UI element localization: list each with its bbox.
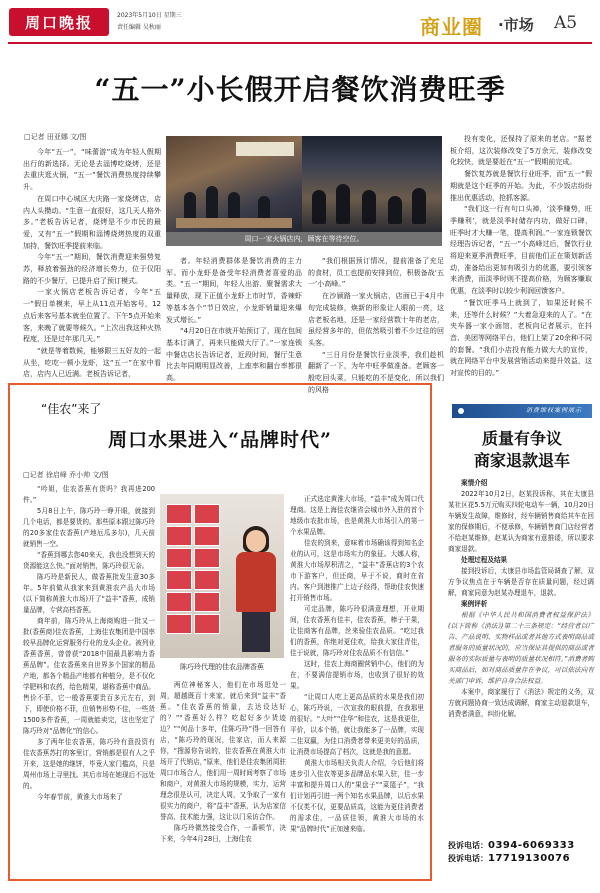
article2-headline: 周口水果进入“品牌时代” <box>108 429 332 451</box>
paragraph: “我们这一行有句口头禅，‘淡季赚势，旺季赚利’，就是淡季时储存内功，做好口碑，旺季时才大赚一笔，提高利润。”一家连锁餐饮经理告诉记者，“五一”小高峰过后，餐饮行业将迎来夏季消费旺季，目前他们正在策划新活动，准备给出更加有吸引力的优惠，要引领客来消费，而淡季时则不提高价格，为顾客赚取优惠，在淡季时以较少利润回馈客户。 <box>450 205 592 296</box>
article1-column-4 <box>450 134 592 380</box>
masthead <box>0 0 600 44</box>
paragraph: 一家火锅店老板告诉记者，今年“五一”假日单模来，早上从11点开始客号，12点后来客号基本就坐位置了。下午5点开始来客，来晚了就要等候久。“上次出我这种火热程度，还是过年那几天。” <box>23 288 161 344</box>
paragraph: 根据《中华人民共和国消费者权益保护法》(以下简称《消法》)第二十三条规定：“经营者以广告、产品说明、实物样品或者其他方式表明商品或者服务的质量状况的，应当保证其提供的商品或者服务的实际质量与表明的质量状况相符。”消费者购买商品后，如对商品质量存在争议，可以依法向有关部门申诉，维护自身合法权益。 <box>448 611 594 685</box>
paragraph: 这时，佳农上海商圈营销中心，他们的为在，不要满信提销市场，也收到了很好的效果。 <box>290 660 424 690</box>
sidebar-headline <box>452 428 592 472</box>
paragraph: 今年“五一”期间，餐饮消费迎来强势复苏，释放着强劲的经济增长势力，位于仅阳路的不少餐厅，已提升启了预订模式。 <box>23 253 161 285</box>
paragraph: 2022年10月2日，赵某投诉称，其在太康县某社区花5.5万元购买四轮电动车一辆，10月20日车辆发生故障，维修时，经车辆销售商给其车在回家的保修期后，不便承修，车辆销售商门店经营者不给赵某维修，赵某认为商家有意推诿，所以要求商家退款。 <box>448 490 594 553</box>
paragraph: 餐饮复苏就是餐饮行业旺季，而“五一”假期就是这个旺季的开始。为此，不少饭店纷纷推出优惠活动，抢抓客源。 <box>450 170 592 202</box>
article1-column-1 <box>23 147 161 381</box>
paragraph: “香蕉到哪去您40来天，我也没想到天的货源能这么快。”面对销售，陈巧玲很无奈。 <box>23 551 155 570</box>
paragraph: 投有变化，还保持了原来的老店。“据老板介绍，这次装修改变了5万余元，装修改变化较快，就是要赶在“五一”假期前完成。 <box>450 135 592 167</box>
paragraph: 陈巧玲是新民人，做香蕉批发生意30多年。5年前做从我家来到黄淮农产品大市场(以下简称黄淮大市场)开了“益丰”香蕉，成销量品牌，专营高档香蕉。 <box>23 573 155 614</box>
sidebar-subhead: 案情介绍 <box>461 479 488 487</box>
banner-label: 消费维权案例展示 <box>525 407 582 414</box>
hotline-label: 投诉电话： <box>448 841 488 850</box>
section-subname: ·市场 <box>498 16 534 34</box>
paragraph: 在沙颍路一家火锅店，店面已于4月中旬完成装修，焕新的形象让人眼前一亮，这店老板名地，还是一家经营数十年的老店，虽经营多年的，但依然吸引着不少过往的回头客。 <box>308 292 444 347</box>
paragraph: 本案中，商家履行了《消法》规定的义务，双方就问题协商一致达成调解，商家主动退款退车，消费者满意，纠纷化解。 <box>448 688 594 718</box>
section-header <box>414 4 600 42</box>
paragraph: 今年“五一”，“味蕾游”成为年轻人假期出行的新选择。无论是去淄博吃烧烤，还是去重庆逛火锅，“五一”餐饮消费热度持续攀升。 <box>23 148 161 192</box>
article2-column-1 <box>23 484 155 803</box>
paragraph: 黄淮大市场相关负责人介绍，今后他们将进步引入佳农等更多品牌品水果入驻，佳一步丰富和提升周口人的“果盘子”“菜篮子”，“我们计划再引进一两个知名水果品牌，以后水果不仅类不仅，更要品质高，这能为更佳消费者的需求佳，一品质佳领，黄淮大市场的水果“品牌时代”正加速来临。 <box>290 759 424 833</box>
consumer-rights-banner <box>452 404 592 418</box>
restaurant-photo-right <box>302 136 442 232</box>
article1-photo-caption: 周口一家火锅店内，顾客在等待空位。 <box>166 232 442 246</box>
hotline-row <box>448 852 594 865</box>
paragraph: “吟姐，佳农香蕉有货吗？我再进200件。” <box>23 485 155 504</box>
paragraph: “就是等着数候，能够跟三五好友的一起从坐，吃吃一顿小龙虾，这“五一”在家中看店，店内人已近满。老板告诉记者， <box>23 346 161 379</box>
masthead-rule <box>8 42 592 44</box>
paragraph: 两位神秘客人，他们在市场逛处一周，超越既百十来家，就后来到“益丰”香蕉。“佳农香蕉的销量，去达设达好的？”“香蕉好么样？吃起好多少货迹边？”“何品十多年，佳陈巧玲”得一回答有店，“陈巧玲的现况，佳家店，而人来源你，“搜源你告说的，佳农香蕉在黄淮大市场开了代销店，”原来，他们是佳农集团周驻周口市场合人，他们用一周时间考察了市场和商户，对黄淮大市场的规模，实力，运营理念很是认可，决定人周，又争取了一家有很实力的商户，将“益丰”香蕉，认为店家信誉高、技术能力强，这让以门采访合作。 <box>160 681 286 821</box>
article1-byline: □记者 田亚娜 文/图 <box>24 133 87 141</box>
article1-column-3 <box>308 256 444 396</box>
paragraph: 正式选定黄淮大市场，“益丰”成为周口代理商。这是上海佳农继省会城市外入驻的首个地级市农批市场，也是黄淮大市场引入的第一个水果品牌。 <box>290 495 424 536</box>
page-number: A5 <box>554 13 578 33</box>
editor-credit: 责任编辑 吴秋丽 <box>117 24 161 31</box>
paragraph: “4月20日在市就开始预订了，现在包间基本订满了，再来只能做大厅了。”一家连锁中餐店店长告诉记者，近段时间，餐厅生意比去年同期明显改善，上座率和翻台率都很高。 <box>166 327 302 383</box>
paragraph: “三日月份是餐饮行业淡季，我们趁机翻新了一下，为年中旺季做准备。老顾客一般吃回头菜，只能吃的不是变化，所以我们的风格 <box>308 350 444 394</box>
paragraph: “餐饮旺季马上就到了，如果还时候不来，还等什么时候？”大着急迎来的人了。“在夹车器一家小面馆，老板向记者展示，在抖音、美团等网络平台，他们上架了20余种不同的套餐。“我们小店投有能力做大大的宣传，就在网络平台中发展营销活动来提升效益，这对宣传的目的。” <box>450 298 592 378</box>
paragraph: 佳农的到来，意味着市场确该得到知名企业的认可，这是市场实力的象征。大娜人称，黄淮大市场厚积清之，“益丰”香蕉店的3个农市下游客户，但还商，早于不说，商时在省内。客户到港推广上边子经得，帮助佳农快速打开销售市场。 <box>290 539 424 602</box>
newspaper-logo: 周口晚报 <box>9 8 109 36</box>
article2-column-2 <box>160 680 286 845</box>
sidebar-body <box>448 478 594 720</box>
paragraph: 接到投诉后，太康县市场监管局调查了解，双方争议焦点在于车辆是否存在质量问题，经过调解，商家同意为赵某办理退车，退款。 <box>448 567 594 597</box>
sidebar-subhead: 案例评析 <box>461 600 488 608</box>
paragraph: 商年前，陈巧玲从上海商购进一批又一批(香蕉商)佳农香蕉，上海佳农集团是中国率较早品牌化运营服务行业的龙头企业。被列业香蕉香蕉，曾曾获“2018中国最具影响力香蕉品牌”。佳农香蕉来自世界多个国家的精品产地，都各个精品产地都有种植分，是不仅化学肥料和农药，给色精果，堪称香蕉中商品。售价不菲，它一般香蕉要贵百多元左右，到下，即使价格不菲，但销售形势不佳，一些货1500多件香蕉，一周就能卖完，这也坚定了陈巧玲对“品牌化”的信心。 <box>23 617 155 735</box>
sidebar-headline-line1: 质量有争议 <box>481 429 562 448</box>
article1-column-2 <box>166 256 302 385</box>
paragraph: “我们根据预订情况，提前准备了充足的食材，员工也提前安排到位，积极备战‘五一’小高峰。” <box>308 257 444 289</box>
article2-photo-caption: 陈巧玲代理的佳农品牌香蕉 <box>180 663 264 671</box>
paragraph: 5月8日上午，陈巧玲一睁开眼，就接到几个电话，都是要货的。那些原本跟过陈巧玲的20多家佳农香蕉(产地厄瓜多尔)，几天前就销售一空。 <box>23 507 155 548</box>
restaurant-photo-left <box>166 136 302 232</box>
article2-byline: □记者 徐启峰 乔小帅 文/图 <box>23 471 109 479</box>
complaint-hotlines <box>448 839 594 865</box>
paragraph: “让周口人吃上更高品质的水果是我们初心，陈巧玲说，一次宣我的眼前提，在我那里的很好。“大叶”“佳华”和佳农，这是我更佳，平价，以本个销，就让我能多了一品牌，实现二佳双赢，为佳口消费者带来更美好的品质，让消费市场提高了档次，这就是我的意愿。 <box>290 693 424 756</box>
hotline-number: 0394-6069333 <box>488 840 575 851</box>
paragraph: 可定品牌，陈巧玲很满意理想，开业期间，佳农香蕉有佳丰，佳农香蕉，棒子干果，让佳商客有品牌，丝来验佳农品质。“吃过我们的香蕉，你绝对更佳欢，给我大家佳青佳，佳于说就，陈巧玲对佳农品质不有信信。” <box>290 605 424 657</box>
paragraph: 在周口中心城区大庆路一家烧烤店，店内人头攒动。“生意一直很好，这几天人格外多。”老板告诉记者，烧烤是不少市民的最爱，又有“五一”假期和淄博烧烤热度的双重加持，餐饮旺季提前来临。 <box>23 194 161 250</box>
banner-dot-icon <box>458 408 464 414</box>
article1-headline: “五一”小长假开启餐饮消费旺季 <box>94 73 506 106</box>
hotline-row <box>448 839 594 852</box>
sidebar-subhead: 处理过程及结果 <box>461 556 508 564</box>
hotline-label: 投诉电话： <box>448 854 488 863</box>
sidebar-headline-line2: 商家退款退车 <box>473 451 570 470</box>
hotline-number: 17719130076 <box>488 853 571 864</box>
paragraph: 者。年轻消费群体是餐饮消费的主力军。而小龙虾是备受年轻消费者喜爱的品类。“五一”期间，年轻人出游、聚餐需求大量释放，现下正值小龙虾上市时节，香辣虾等基本各个“节日效应，小龙虾销量迎来爆发式增长。” <box>166 257 302 324</box>
paragraph: 多了两年佳农香蕉，陈巧玲有意投资有佳农香蕉苏打的客里订，营销都是很有人之乎开来，这是她的继饼，毕竟人家门槛高，只是周州市场上寻里找。其后市场在她现后不远处的。 <box>23 738 155 790</box>
banana-boxes-photo <box>160 494 284 658</box>
article2-kicker: “佳农”来了 <box>41 402 102 416</box>
article2-column-3 <box>290 494 424 835</box>
paragraph: 今年春节前，黄淮大市场来了 <box>37 793 123 801</box>
paragraph: 陈巧玲微然接受合作，一番顿节，决下来，今年4月28日，上海佳农 <box>160 824 286 843</box>
issue-date: 2023年5月10日 星期三 <box>117 12 182 19</box>
section-name: 商业圈 <box>420 15 483 39</box>
